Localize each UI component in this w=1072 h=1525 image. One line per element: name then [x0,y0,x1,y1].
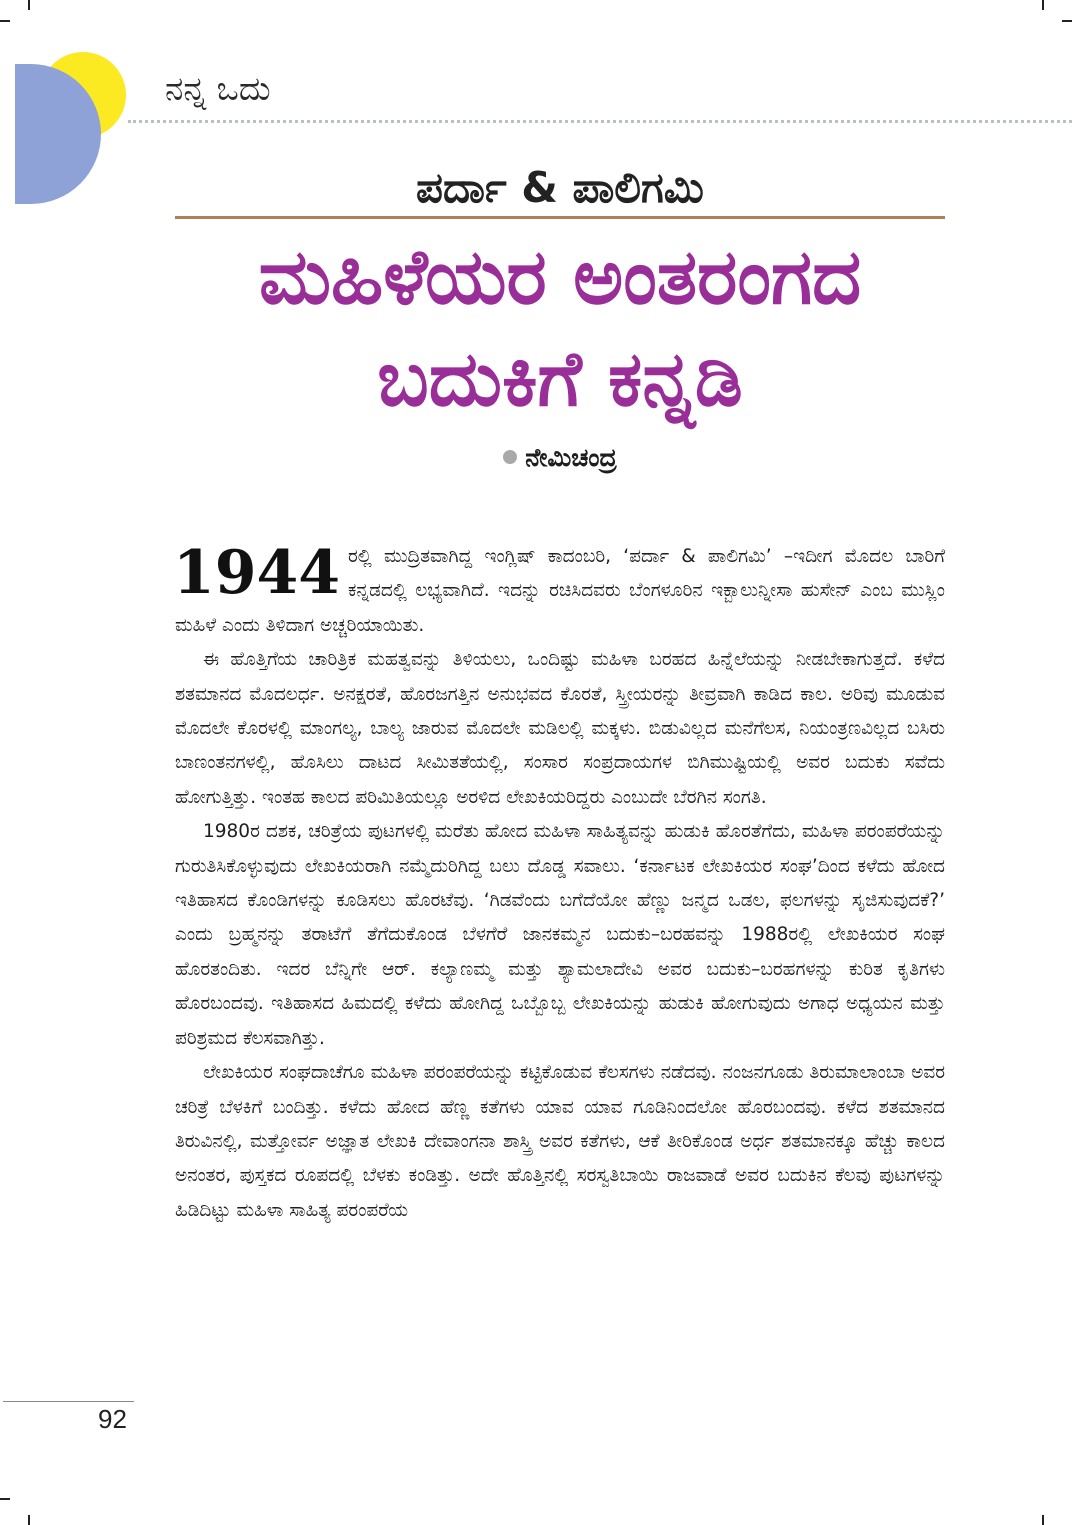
headline-line-2: ಬದುಕಿಗೆ ಕನ್ನಡಿ [377,334,743,423]
author-name: ನೇಮಿಚಂದ್ರ [525,443,617,472]
section-label: ನನ್ನ ಒದು [165,69,271,108]
paragraph-4: ಲೇಖಕಿಯರ ಸಂಘದಾಚೆಗೂ ಮಹಿಳಾ ಪರಂಪರೆಯನ್ನು ಕಟ್ಟಿಕೊಡುವ ಕೆಲಸಗಳು ನಡೆದವು. ನಂಜನಗೂಡು ತಿರುಮಾಲಾಂಬಾ ಅವರ ಚರಿತ್ರೆ ಬೆಳಕಿಗೆ ಬಂದಿತ್ತು. ಕಳೆದು ಹೋದ ಹೆಣ್ಣ ಕತೆಗಳು ಯಾವ ಯಾವ ಗೂಡಿನಿಂದಲೋ ಹೊರಬಂದವು. ಕಳೆದ ಶತಮಾನದ ತಿರುವಿನಲ್ಲಿ, ಮತ್ತೋರ್ವ ಅಜ್ಞಾತ ಲೇಖಕಿ ದೇವಾಂಗನಾ ಶಾಸ್ತ್ರಿ ಅವರ ಕತೆಗಳು, ಆಕೆ ತೀರಿಕೊಂಡ ಅರ್ಧ ಶತಮಾನಕ್ಕೂ ಹೆಚ್ಚು ಕಾಲದ ಅನಂತರ, ಪುಸ್ತಕದ ರೂಪದಲ್ಲಿ ಬೆಳಕು ಕಂಡಿತ್ತು. ಅದೇ ಹೊತ್ತಿನಲ್ಲಿ ಸರಸ್ವತಿಬಾಯಿ ರಾಜವಾಡೆ ಅವರ ಬದುಕಿನ ಕೆಲವು ಪುಟಗಳನ್ನು ಹಿಡಿದಿಟ್ಟು ಮಹಿಳಾ ಸಾಹಿತ್ಯ ಪರಂಪರೆಯ [175,1062,945,1221]
article-body [175,540,945,1228]
paragraph-2: ಈ ಹೊತ್ತಿಗೆಯ ಚಾರಿತ್ರಿಕ ಮಹತ್ವವನ್ನು ತಿಳಿಯಲು, ಒಂದಿಷ್ಟು ಮಹಿಳಾ ಬರಹದ ಹಿನ್ನೆಲೆಯನ್ನು ನೀಡಬೇಕಾಗುತ್ತದೆ. ಕಳೆದ ಶತಮಾನದ ಮೊದಲರ್ಧ. ಅನಕ್ಷರತೆ, ಹೊರಜಗತ್ತಿನ ಅನುಭವದ ಕೊರತೆ, ಸ್ತ್ರೀಯರನ್ನು ತೀವ್ರವಾಗಿ ಕಾಡಿದ ಕಾಲ. ಅರಿವು ಮೂಡುವ ಮೊದಲೇ ಕೊರಳಲ್ಲಿ ಮಾಂಗಲ್ಯ, ಬಾಲ್ಯ ಜಾರುವ ಮೊದಲೇ ಮಡಿಲಲ್ಲಿ ಮಕ್ಕಳು. ಬಿಡುವಿಲ್ಲದ ಮನೆಗೆಲಸ, ನಿಯಂತ್ರಣವಿಲ್ಲದ ಬಸಿರು ಬಾಣಂತನಗಳಲ್ಲಿ, ಹೊಸಿಲು ದಾಟದ ಸೀಮಿತತೆಯಲ್ಲಿ, ಸಂಸಾರ ಸಂಪ್ರದಾಯಗಳ ಬಿಗಿಮುಷ್ಟಿಯಲ್ಲಿ ಅವರ ಬದುಕು ಸವೆದು ಹೋಗುತ್ತಿತ್ತು. ಇಂತಹ ಕಾಲದ ಪರಿಮಿತಿಯಲ್ಲೂ ಅರಳಿದ ಲೇಖಕಿಯರಿದ್ದರು ಎಂಬುದೇ ಬೆರಗಿನ ಸಂಗತಿ. [175,649,945,808]
article-headline [175,226,945,430]
paragraph-1-text: ರಲ್ಲಿ ಮುದ್ರಿತವಾಗಿದ್ದ ಇಂಗ್ಲಿಷ್ ಕಾದಂಬರಿ, ‘ಪರ್ದಾ & ಪಾಲಿಗಮಿ’ –ಇದೀಗ ಮೊದಲ ಬಾರಿಗೆ ಕನ್ನಡದಲ್ಲಿ ಲಭ್ಯವಾಗಿದೆ. ಇದನ್ನು ರಚಿಸಿದವರು ಬೆಂಗಳೂರಿನ ಇಕ್ಬಾಲುನ್ನೀಸಾ ಹುಸೇನ್ ಎಂಬ ಮುಸ್ಲಿಂ ಮಹಿಳೆ ಎಂದು ತಿಳಿದಾಗ ಅಚ್ಚರಿಯಾಯಿತು. [175,546,945,636]
headline-line-1: ಮಹಿಳೆಯರ ಅಂತರಂಗದ [258,232,862,321]
article-kicker: ಪರ್ದಾ & ಪಾಲಿಗಮಿ [416,163,704,212]
crop-mark-top-right [1042,0,1044,10]
crop-mark-bottom-right [1042,1515,1044,1525]
footer-rule [3,1401,134,1402]
crop-mark-left-bottom [0,1498,10,1500]
section-dotted-divider [128,120,1072,123]
bullet-icon [503,450,517,464]
dropcap-year: 1944 [173,538,340,608]
byline [175,438,945,478]
paragraph-3: 1980ರ ದಶಕ, ಚರಿತ್ರೆಯ ಪುಟಗಳಲ್ಲಿ ಮರೆತು ಹೋದ ಮಹಿಳಾ ಸಾಹಿತ್ಯವನ್ನು ಹುಡುಕಿ ಹೊರತೆಗೆದು, ಮಹಿಳಾ ಪರಂಪರೆಯನ್ನು ಗುರುತಿಸಿಕೊಳ್ಳುವುದು ಲೇಖಕಿಯರಾಗಿ ನಮ್ಮೆದುರಿಗಿದ್ದ ಬಲು ದೊಡ್ಡ ಸವಾಲು. ‘ಕರ್ನಾಟಕ ಲೇಖಕಿಯರ ಸಂಘ’ದಿಂದ ಕಳೆದು ಹೋದ ಇತಿಹಾಸದ ಕೊಂಡಿಗಳನ್ನು ಕೂಡಿಸಲು ಹೊರಟೆವು. ‘ಗಿಡವೆಂದು ಬಗೆದೆಯೋ ಹೆಣ್ಣು ಜನ್ಮದ ಒಡಲ, ಫಲಗಳನ್ನು ಸೃಜಿಸುವುದಕೆ?’ ಎಂದು ಬ್ರಹ್ಮನನ್ನು ತರಾಟೆಗೆ ತೆಗೆದುಕೊಂಡ ಬೆಳಗೆರೆ ಜಾನಕಮ್ಮನ ಬದುಕು–ಬರಹವನ್ನು 1988ರಲ್ಲಿ ಲೇಖಕಿಯರ ಸಂಘ ಹೊರತಂದಿತು. ಇದರ ಬೆನ್ನಿಗೇ ಆರ್. ಕಲ್ಯಾಣಮ್ಮ ಮತ್ತು ಶ್ಯಾಮಲಾದೇವಿ ಅವರ ಬದುಕು–ಬರಹಗಳನ್ನು ಕುರಿತ ಕೃತಿಗಳು ಹೊರಬಂದವು. ಇತಿಹಾಸದ ಹಿಮದಲ್ಲಿ ಕಳೆದು ಹೋಗಿದ್ದ ಒಬ್ಬೊಬ್ಬ ಲೇಖಕಿಯನ್ನು ಹುಡುಕಿ ಹೋಗುವುದು ಅಗಾಧ ಅಧ್ಯಯನ ಮತ್ತು ಪರಿಶ್ರಮದ ಕೆಲಸವಾಗಿತ್ತು. [175,821,945,1049]
title-rule [175,216,945,219]
paragraph-1 [175,540,945,643]
crop-mark-right-top [1062,20,1072,22]
page-number: 92 [98,1404,127,1434]
crop-mark-left-top [0,20,10,22]
crop-mark-top-left [28,0,30,10]
crop-mark-bottom-left [28,1515,30,1525]
